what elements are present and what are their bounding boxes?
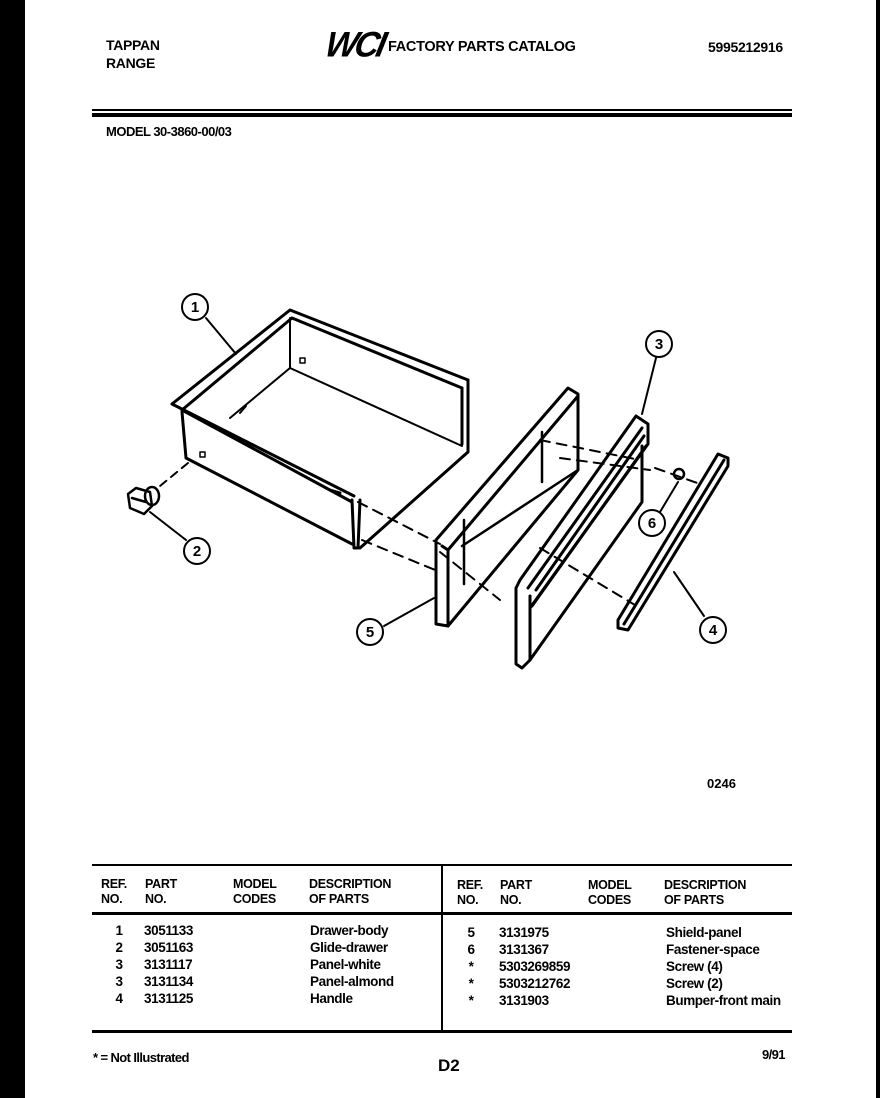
table-row-part: 3131117: [144, 957, 193, 972]
drawer-body-drawing: [172, 310, 468, 548]
table-row-desc: Handle: [310, 991, 353, 1006]
header-model-codes-left: MODEL CODES: [233, 877, 277, 906]
header-part-no-left: PART NO.: [145, 877, 177, 906]
revision-date: 9/91: [762, 1047, 785, 1062]
header-description-right: DESCRIPTION OF PARTS: [664, 878, 747, 907]
table-row-ref: 5: [467, 925, 475, 940]
table-row-desc: Shield-panel: [666, 925, 742, 940]
table-row-part: 3131125: [144, 991, 194, 1006]
table-row-ref: 1: [115, 923, 123, 938]
table-bottom-rule: [92, 1030, 792, 1033]
wci-logo: WCI: [321, 25, 388, 65]
catalog-title: FACTORY PARTS CATALOG: [388, 39, 576, 55]
callout-6: [638, 509, 666, 537]
table-row-desc: Bumper-front main: [666, 993, 781, 1008]
table-row-part: 5303269859: [499, 959, 571, 974]
callout-6-label: 6: [647, 514, 657, 532]
figure-code: 0246: [707, 776, 736, 791]
table-row-part: 3051163: [144, 940, 194, 955]
glide-drawer-drawing: [128, 463, 188, 514]
callout-2: [183, 537, 211, 565]
catalog-number: 5995212916: [708, 39, 783, 55]
table-row-part: 3131367: [499, 942, 549, 957]
callout-3: [645, 330, 673, 358]
table-row-desc: Screw (4): [666, 959, 723, 974]
shield-panel-drawing: [436, 388, 578, 626]
brand-line-1: TAPPAN: [106, 37, 160, 53]
table-row-ref: *: [468, 959, 474, 974]
header-description-left: DESCRIPTION OF PARTS: [309, 877, 392, 906]
table-row-ref: 3: [115, 974, 123, 989]
model-number: MODEL 30-3860-00/03: [106, 124, 232, 139]
callout-5: [356, 618, 384, 646]
page-number: D2: [438, 1056, 460, 1075]
header-ref-no-right: REF. NO.: [457, 878, 483, 907]
table-row-desc: Panel-white: [310, 957, 381, 972]
left-ref-column: [112, 922, 126, 1007]
right-ref-column: [464, 924, 478, 1009]
right-description-column: [666, 924, 781, 1009]
callout-2-label: 2: [192, 542, 202, 560]
header-model-codes-right: MODEL CODES: [588, 878, 632, 907]
table-row-ref: 3: [115, 957, 123, 972]
callout-1-label: 1: [190, 298, 200, 316]
table-row-part: 3131975: [499, 925, 549, 940]
right-part-column: [499, 924, 570, 1009]
not-illustrated-legend: * = Not Illustrated: [93, 1050, 189, 1065]
callout-3-label: 3: [654, 335, 664, 353]
callout-5-label: 5: [365, 623, 375, 641]
table-row-desc: Panel-almond: [310, 974, 394, 989]
left-part-column: [144, 922, 193, 1007]
table-row-ref: 6: [467, 942, 475, 957]
table-row-part: 5303212762: [499, 976, 571, 991]
callout-4-label: 4: [708, 621, 718, 639]
callout-1: [181, 293, 209, 321]
table-column-divider: [441, 866, 443, 1032]
header-part-no-right: PART NO.: [500, 878, 532, 907]
table-row-ref: 2: [115, 940, 123, 955]
left-description-column: [310, 922, 394, 1007]
header-ref-no-left: REF. NO.: [101, 877, 127, 906]
table-row-ref: *: [468, 993, 474, 1008]
table-row-part: 3051133: [144, 923, 194, 938]
table-row-ref: *: [468, 976, 474, 991]
brand-line-2: RANGE: [106, 55, 156, 71]
table-row-desc: Glide-drawer: [310, 940, 388, 955]
table-row-part: 3131134: [144, 974, 194, 989]
table-row-desc: Screw (2): [666, 976, 723, 991]
table-row-desc: Fastener-space: [666, 942, 760, 957]
table-row-part: 3131903: [499, 993, 549, 1008]
table-row-desc: Drawer-body: [310, 923, 389, 938]
table-row-ref: 4: [115, 991, 123, 1006]
callout-4: [699, 616, 727, 644]
